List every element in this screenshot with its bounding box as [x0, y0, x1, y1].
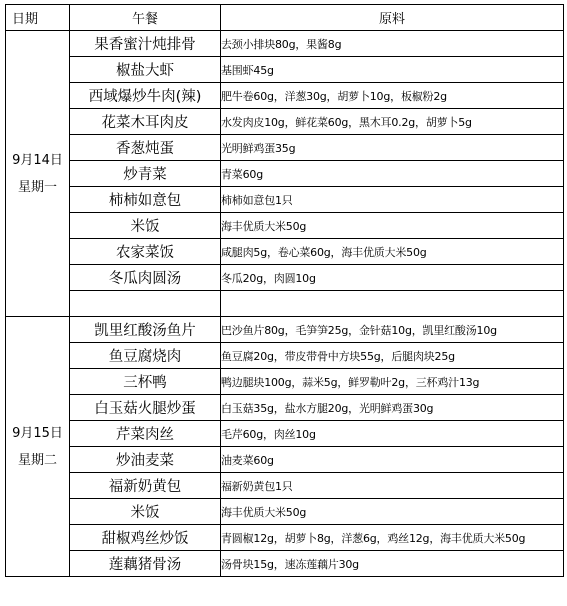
dish-name: 香葱炖蛋	[70, 135, 221, 161]
dish-name: 果香蜜汁炖排骨	[70, 31, 221, 57]
dish-name: 甜椒鸡丝炒饭	[70, 525, 221, 551]
dish-ingredients: 毛芹60g，肉丝10g	[221, 421, 564, 447]
table-row	[6, 343, 564, 369]
table-row	[6, 213, 564, 239]
date-cell	[6, 31, 70, 317]
dish-ingredients: 鸭边腿块100g，蒜米5g，鲜罗勒叶2g，三杯鸡汁13g	[221, 369, 564, 395]
table-row	[6, 421, 564, 447]
dish-ingredients: 水发肉皮10g，鲜花菜60g，黑木耳0.2g，胡萝卜5g	[221, 109, 564, 135]
dish-ingredients: 巴沙鱼片80g，毛笋笋25g，金针菇10g，凯里红酸汤10g	[221, 317, 564, 343]
table-row	[6, 317, 564, 343]
header-lunch: 午餐	[70, 5, 221, 31]
table-row	[6, 109, 564, 135]
dish-name: 花菜木耳肉皮	[70, 109, 221, 135]
dish-ingredients: 汤骨块15g，速冻莲藕片30g	[221, 551, 564, 577]
table-row	[6, 135, 564, 161]
table-row	[6, 239, 564, 265]
dish-name: 三杯鸭	[70, 369, 221, 395]
table-row	[6, 187, 564, 213]
dish-name: 柿柿如意包	[70, 187, 221, 213]
date-cell	[6, 317, 70, 577]
dish-name: 米饭	[70, 213, 221, 239]
dish-ingredients: 基围虾45g	[221, 57, 564, 83]
dish-ingredients: 海丰优质大米50g	[221, 213, 564, 239]
table-row	[6, 83, 564, 109]
table-row	[6, 551, 564, 577]
dish-ingredients: 福新奶黄包1只	[221, 473, 564, 499]
table-row	[6, 369, 564, 395]
dish-name	[70, 291, 221, 317]
dish-name: 冬瓜肉圆汤	[70, 265, 221, 291]
weekday-label: 星期二	[17, 452, 57, 468]
weekday-label: 星期一	[17, 179, 57, 195]
dish-ingredients: 肥牛卷60g，洋葱30g，胡萝卜10g，板椒粉2g	[221, 83, 564, 109]
dish-name: 米饭	[70, 499, 221, 525]
dish-ingredients: 冬瓜20g，肉圆10g	[221, 265, 564, 291]
dish-ingredients: 去颈小排块80g，果酱8g	[221, 31, 564, 57]
dish-name: 农家菜饭	[70, 239, 221, 265]
header-row	[6, 5, 564, 31]
table-row	[6, 525, 564, 551]
table-row	[6, 473, 564, 499]
dish-name: 白玉菇火腿炒蛋	[70, 395, 221, 421]
dish-name: 炒油麦菜	[70, 447, 221, 473]
header-date: 日期	[6, 5, 70, 31]
dish-ingredients: 鱼豆腐20g，带皮带骨中方块55g，后腿肉块25g	[221, 343, 564, 369]
dish-ingredients: 咸腿肉5g，卷心菜60g，海丰优质大米50g	[221, 239, 564, 265]
dish-ingredients: 光明鲜鸡蛋35g	[221, 135, 564, 161]
dish-name: 西域爆炒牛肉(辣)	[70, 83, 221, 109]
dish-name: 椒盐大虾	[70, 57, 221, 83]
table-row	[6, 447, 564, 473]
date-label: 9月14日	[12, 152, 63, 168]
dish-name: 莲藕猪骨汤	[70, 551, 221, 577]
table-row	[6, 291, 564, 317]
header-ingredients: 原料	[221, 5, 564, 31]
dish-name: 福新奶黄包	[70, 473, 221, 499]
table-row	[6, 161, 564, 187]
dish-name: 炒青菜	[70, 161, 221, 187]
dish-ingredients: 青圆椒12g，胡萝卜8g，洋葱6g，鸡丝12g，海丰优质大米50g	[221, 525, 564, 551]
dish-ingredients: 油麦菜60g	[221, 447, 564, 473]
dish-ingredients: 青菜60g	[221, 161, 564, 187]
table-row	[6, 57, 564, 83]
table-row	[6, 265, 564, 291]
date-label: 9月15日	[12, 425, 63, 441]
dish-ingredients: 柿柿如意包1只	[221, 187, 564, 213]
dish-name: 鱼豆腐烧肉	[70, 343, 221, 369]
table-row	[6, 499, 564, 525]
dish-ingredients: 海丰优质大米50g	[221, 499, 564, 525]
menu-table	[5, 4, 564, 577]
table-row	[6, 395, 564, 421]
dish-name: 芹菜肉丝	[70, 421, 221, 447]
dish-ingredients	[221, 291, 564, 317]
dish-ingredients: 白玉菇35g，盐水方腿20g，光明鲜鸡蛋30g	[221, 395, 564, 421]
dish-name: 凯里红酸汤鱼片	[70, 317, 221, 343]
table-row	[6, 31, 564, 57]
